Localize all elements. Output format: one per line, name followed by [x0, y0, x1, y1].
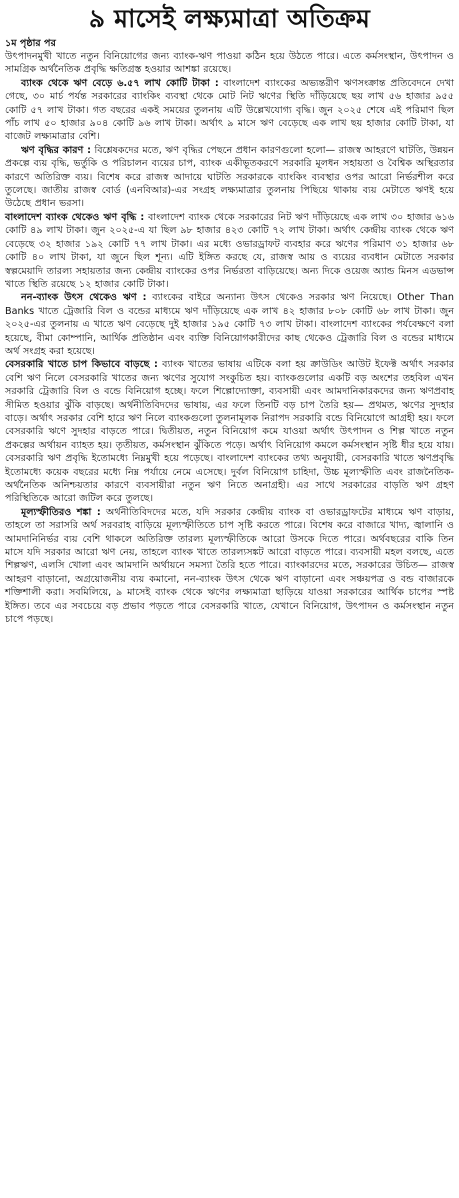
continued-from-page-note: ১ম পৃষ্ঠার পর: [5, 38, 56, 49]
subheading-bank-loan: ব্যাংক থেকে ঋণ বেড়ে ৬.৫৭ লাখ কোটি টাকা :: [21, 77, 219, 89]
subheading-non-bank-loan: নন-ব্যাংক উৎস থেকেও ঋণ :: [21, 292, 147, 304]
paragraph-body: অর্থনীতিবিদদের মতে, যদি সরকার কেন্দ্রীয় ব্যাংক বা ওভারড্রাফটের মাধ্যমে ঋণ বাড়ায়, তাহলে তা সরাসরি অর্থ সরবরাহ বাড়িয়ে মূল্যস্ফীতিতে চাপ সৃষ্টি করতে পারে। বিশেষ করে বাজারে খাদ্য, জ্বালানি ও আমদানিনির্ভর ব্যয় বেশি থাকলে অতিরিক্ত তারল্য মূল্যস্ফীতিকে আরো উসকে দিতে পারে। অর্থবছরের বাকি তিন মাসে যদি সরকার আরো ঋণ নেয়, তাহলে ব্যাংক খাতে তারল্যসঙ্কট আরো বাড়তে পারে। ব্যবসায়ী মহল বলছে, এতে শিল্পঋণ, এলসি খোলা এবং আমদানি অর্থায়নে সমস্যা তৈরি হতে পারে। ব্যাংকারদের মতে, সরকারের উচিত— রাজস্ব আহরণ বাড়ানো, অগ্রয়োজনীয় ব্যয় কমানো, নন-ব্যাংক উৎস থেকে ঋণ বাড়ানো এবং সঞ্চয়পত্র ও বন্ড বাজারকে শক্তিশালী করা। সবমিলিয়ে, ৯ মাসেই ব্যাংক থেকে ঋণের লক্ষ্যমাত্রা ছাড়িয়ে যাওয়া সরকারের আর্থিক চাপের স্পষ্ট ইঙ্গিত। তবে এর সবচেয়ে বড় প্রভাব পড়তে পারে বেসরকারি খাতে, যেখানে বিনিয়োগ, উৎপাদন ও কর্মসংস্থান নতুন চাপে পড়ছে।: [5, 506, 454, 626]
paragraph-bank-loan: [5, 77, 454, 144]
paragraph-body: উৎপাদনমুখী খাতে নতুন বিনিয়োগের জন্য ব্যাংক-ঋণ পাওয়া কঠিন হয়ে উঠতে পারে। এতে কর্মসংস্থান, উৎপাদন ও সামগ্রিক অর্থনৈতিক প্রবৃদ্ধি ক্ষতিগ্রস্ত হওয়ার আশঙ্কা রয়েছে।: [5, 51, 454, 76]
paragraph-body: ব্যাংকের বাইরে অন্যান্য উৎস থেকেও সরকার ঋণ নিয়েছে। Other Than Banks খাতে ট্রেজারি বিল ও বন্ডের মাধ্যমে ঋণ দাঁড়িয়েছে এক লাখ ৪২ হাজার ৮০৮ কোটি ৬৮ লাখ টাকা। জুন ২০২৫-এর তুলনায় এ খাতে ঋণ বেড়েছে দুই হাজার ১৯৫ কোটি ৭৩ লাখ টাকা। বাংলাদেশ ব্যাংকের পর্যবেক্ষণে বলা হয়েছে, বীমা কোম্পানি, আর্থিক প্রতিষ্ঠান এবং ব্যক্তি বিনিয়োগকারীদের কাছ থেকেও ট্রেজারি বিল ও বন্ডের মাধ্যমে অর্থ সংগ্রহ করা হয়েছে।: [5, 292, 454, 357]
subheading-loan-causes: ঋণ বৃদ্ধির কারণ :: [21, 144, 91, 156]
paragraph-body: বাংলাদেশ ব্যাংকের অভ্যন্তরীণ ঋণসংক্রান্ত প্রতিবেদনে দেখা গেছে, ৩০ মার্চ পর্যন্ত সরকারের ব্যাংকিং ব্যবস্থা থেকে মোট নিট ঋণের স্থিতি দাঁড়িয়েছে ছয় লাখ ৫৬ হাজার ৯৫৫ কোটি ৫৭ লাখ টাকা। গত বছরের একই সময়ের তুলনায় এটি উল্লেখযোগ্য বৃদ্ধি। জুন ২০২৫ শেষে এই পরিমাণ ছিল পাঁচ লাখ ৫০ হাজার ৯০৪ কোটি ৯৬ লাখ টাকা। অর্থাৎ ৯ মাসে ঋণ বেড়েছে এক লাখ ছয় হাজার কোটি টাকা, যা বাজেট লক্ষ্যমাত্রার বেশি।: [5, 77, 454, 143]
paragraph-body: বিশ্লেষকদের মতে, ঋণ বৃদ্ধির পেছনে প্রধান কারণগুলো হলো— রাজস্ব আহরণে ঘাটতি, উন্নয়ন প্রকল্পে ব্যয় বৃদ্ধি, ভর্তুকি ও পরিচালন ব্যয়ের চাপ, ব্যাংক একীভূতকরণে সরকারি মূলধন সহায়তা ও বৈশ্বিক অস্থিরতার কারণে অতিরিক্ত ব্যয়। বিশেষ করে রাজস্ব আদায়ে ঘাটতি সরকারকে ব্যাংকিং ব্যবস্থার ওপর আরো নির্ভরশীল করে তুলেছে। জাতীয় রাজস্ব বোর্ড (এনবিআর)-এর সংগ্রহ লক্ষ্যমাত্রার তুলনায় পিছিয়ে থাকায় ব্যয় মেটাতে ঋণই হয়ে উঠেছে প্রধান ভরসা।: [5, 144, 454, 210]
subheading-private-sector-pressure: বেসরকারি খাতে চাপ কিভাবে বাড়ছে :: [5, 359, 158, 371]
subheading-inflation-risk: মূল্যস্ফীতিরও শঙ্কা :: [21, 506, 101, 518]
paragraph-body: ব্যাংক খাতের ভাষায় এটিকে বলা হয় ক্রাউডিং আউট ইফেক্ট অর্থাৎ সরকার বেশি ঋণ নিলে বেসরকারি খাতের জন্য ঋণের সুযোগ সংকুচিত হয়। ব্যাংকগুলোর একটি বড় অংশের তহবিল এখন সরকারি ট্রেজারি বিল ও বন্ডে বিনিয়োগ হচ্ছে। ফলে শিল্পোদ্যোক্তা, ব্যবসায়ী এবং আমদানিকারকদের জন্য ঋণপ্রবাহ সীমিত হওয়ার ঝুঁকি বাড়ছে। অর্থনীতিবিদদের ভাষায়, এর ফলে তিনটি বড় চাপ তৈরি হয়— প্রথমত, ঋণের সুদহার বাড়ে। অর্থাৎ সরকার বেশি হারে ঋণ নিলে ব্যাংকগুলো তুলনামূলক নিরাপদ সরকারি বন্ডে বিনিয়োগে আগ্রহী হয়। ফলে বেসরকারি ঋণে সুদহার বাড়তে পারে। দ্বিতীয়ত, নতুন বিনিয়োগ কমে যাওয়া অর্থাৎ উৎপাদন ও শিল্প খাতে নতুন প্রকল্পের অর্থায়ন ব্যাহত হয়। তৃতীয়ত, কর্মসংস্থান ঝুঁকিতে পড়ে। অর্থাৎ বিনিয়োগ কমলে কর্মসংস্থান সৃষ্টি ধীর হয়ে যায়। বেসরকারি ঋণ প্রবৃদ্ধি ইতোমধ্যে নিম্নমুখী হয়ে পড়েছে। বাংলাদেশ ব্যাংকের তথ্য অনুযায়ী, বেসরকারি খাতে ঋণপ্রবৃদ্ধি ইতোমধ্যে কয়েক বছরের মধ্যে নিম্ন পর্যায়ে নেমে এসেছে। দুর্বল বিনিয়োগ চাহিদা, উচ্চ মূল্যস্ফীতি এবং রাজনৈতিক-অর্থনৈতিক অনিশ্চয়তার কারণে ব্যবসায়ীরা নতুন ঋণ নিতে অনাগ্রহী। এর সাথে সরকারের বাড়তি ঋণ গ্রহণ পরিস্থিতিকে আরো জটিল করে তুলছে।: [5, 359, 455, 505]
paragraph-central-bank-loan: [5, 211, 454, 291]
paragraph-intro: [5, 50, 454, 77]
paragraph-body: বাংলাদেশ ব্যাংক থেকে সরকারের নিট ঋণ দাঁড়িয়েছে এক লাখ ৩০ হাজার ৬১৬ কোটি ৪৯ লাখ টাকা। জুন ২০২৫-এ যা ছিল ৯৮ হাজার ৪২৩ কোটি ৭২ লাখ টাকা। অর্থাৎ কেন্দ্রীয় ব্যাংক থেকে ঋণ বেড়েছে ৩২ হাজার ১৯২ কোটি ৭৭ লাখ টাকা। এর মধ্যে ওভারড্রাফট ব্যবহার করে ঋণের পরিমাণ ৩১ হাজার ৬৮ কোটি ৪০ লাখ টাকা, যা জুনে ছিল শূন্য। এটি ইঙ্গিত করছে যে, রাজস্ব আয় ও ব্যয়ের ব্যবধান মেটাতে সরকার স্বল্পমেয়াদি তারল্য সহায়তার জন্য কেন্দ্রীয় ব্যাংকের ওপর নির্ভরতা বাড়িয়েছে। অন্য দিকে ওয়েজ অ্যান্ড মিনস এডভান্স খাতে স্থিতি রয়েছে ১২ হাজার কোটি টাকা।: [5, 211, 454, 290]
subheading-central-bank-loan: বাংলাদেশ ব্যাংক থেকেও ঋণ বৃদ্ধি :: [5, 211, 145, 223]
paragraph-loan-causes: [5, 144, 454, 211]
paragraph-inflation-risk: [5, 506, 454, 627]
paragraph-non-bank-loan: [5, 291, 454, 358]
paragraph-private-sector-pressure: [5, 358, 454, 505]
headline: ৯ মাসেই লক্ষ্যমাত্রা অতিক্রম: [88, 4, 371, 33]
